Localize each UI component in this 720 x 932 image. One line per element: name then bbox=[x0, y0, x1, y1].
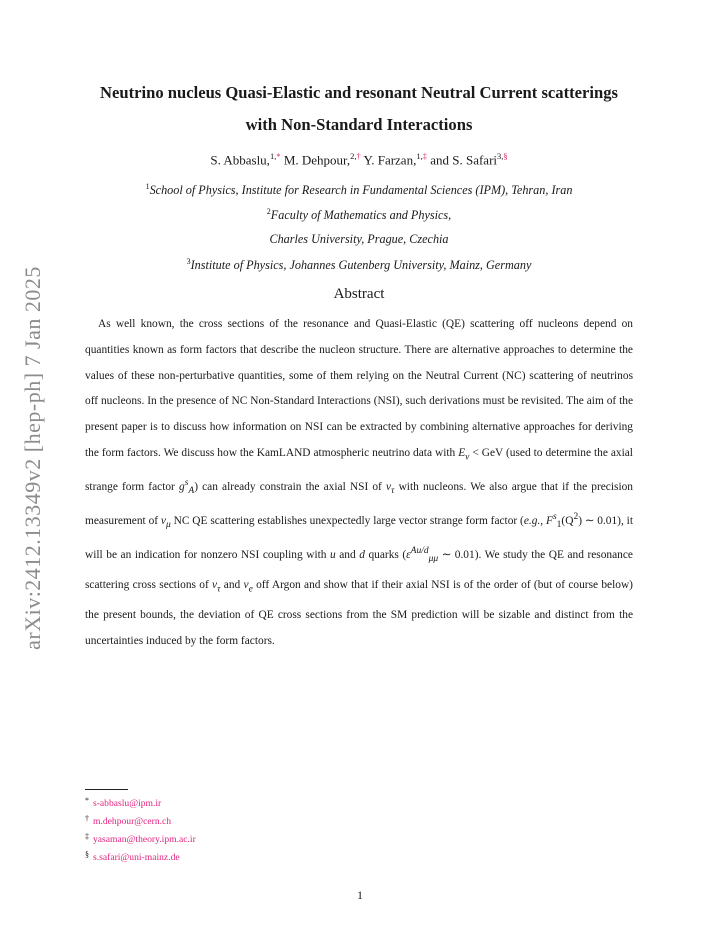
affiliation-text: Charles University, Prague, Czechia bbox=[269, 232, 449, 246]
author-name: S. Abbaslu, bbox=[210, 152, 270, 168]
author-affiliation-ref: 2, bbox=[350, 151, 357, 161]
affiliation-text: School of Physics, Institute for Research in Fundamental Sciences (IPM), Tehran, Iran bbox=[149, 183, 573, 198]
author-name: and S. Safari bbox=[430, 152, 498, 168]
affiliation-2 bbox=[85, 207, 633, 223]
affiliation-number: 3 bbox=[186, 257, 191, 266]
footnote-symbol: § bbox=[85, 850, 89, 859]
abstract-heading: Abstract bbox=[333, 286, 385, 302]
author-name: Y. Farzan, bbox=[363, 152, 417, 168]
footnote-1 bbox=[85, 795, 161, 810]
affiliation-2-continued bbox=[85, 232, 633, 247]
arxiv-identifier-stamp[interactable]: arXiv:2412.13349v2 [hep-ph] 7 Jan 2025 bbox=[20, 266, 45, 650]
footnote-3 bbox=[85, 831, 196, 846]
author-affiliation-ref: 1, bbox=[269, 151, 277, 161]
footnote-symbol: * bbox=[85, 796, 89, 805]
affiliation-text: Faculty of Mathematics and Physics, bbox=[270, 208, 452, 223]
email-link[interactable]: m.dehpour@cern.ch bbox=[93, 816, 172, 827]
footnote-link[interactable]: § bbox=[503, 151, 508, 161]
email-link[interactable]: s.safari@uni-mainz.de bbox=[93, 852, 180, 863]
affiliation-number: 2 bbox=[266, 207, 271, 216]
author-name: M. Dehpour, bbox=[283, 152, 351, 168]
affiliation-text: Institute of Physics, Johannes Gutenberg University, Mainz, Germany bbox=[190, 258, 532, 273]
author-affiliation-ref: 1, bbox=[416, 151, 423, 161]
abstract-body: As well known, the cross sections of the resonance and Quasi-Elastic (QE) scattering off nucleons depend on quantities known as form factors that describe the nucleon structure. There are alternative approaches to determine the values of these non-perturbative quantities, some of them relying on the Neutral Current (NC) scattering of neutrinos off nucleons. In the presence of NC Non-Standard Interactions (NSI), such derivations must be revisited. The aim of the present paper is to discuss how information on NSI can be extracted by combining alternative approaches for deriving the form factors. We discuss how the KamLAND atmospheric neutrino data with $E_\nu$ < GeV (used to determine the axial strange form factor $g^s_A$) can already constrain the axial NSI of $\nu_\tau$ with nucleons. We also argue that if the precision measurement of $\nu_\mu$ NC QE scattering establishes unexpectedly large vector strange form factor (e.g., $F^s_1(Q^2)$ ∼ 0.01), it will be an indication for nonzero NSI coupling with u and d quarks ($\varepsilon^{Au/d}_{\mu\mu}$ ∼ 0.01). We study the QE and resonance scattering cross sections of $\nu_\tau$ and $\nu_e$ off Argon and show that if their axial NSI is of the order of (but of course below) the present bounds, the deviation of QE cross sections from the SM prediction will be sizable and distinct from the uncertainties induced by the form factors. bbox=[85, 318, 634, 647]
email-link[interactable]: yasaman@theory.ipm.ac.ir bbox=[93, 834, 196, 845]
affiliation-3 bbox=[85, 257, 633, 273]
author-list bbox=[85, 151, 633, 168]
footnote-symbol: ‡ bbox=[85, 832, 89, 841]
footnote-symbol: † bbox=[85, 814, 89, 823]
footnote-link[interactable]: † bbox=[356, 151, 361, 161]
footnote-link[interactable]: * bbox=[276, 151, 281, 161]
footnote-link[interactable]: ‡ bbox=[422, 151, 427, 161]
paper-title: Neutrino nucleus Quasi-Elastic and resonant Neutral Current scatterings with Non-Standard Interactions bbox=[100, 83, 618, 134]
email-link[interactable]: s-abbaslu@ipm.ir bbox=[93, 798, 162, 809]
affiliation-number: 1 bbox=[145, 182, 150, 191]
author-affiliation-ref: 3, bbox=[497, 151, 504, 161]
footnote-2 bbox=[85, 813, 171, 828]
footnote-4 bbox=[85, 849, 180, 864]
affiliation-1 bbox=[85, 182, 633, 198]
page-number: 1 bbox=[357, 888, 363, 902]
footnote-divider bbox=[85, 789, 128, 790]
